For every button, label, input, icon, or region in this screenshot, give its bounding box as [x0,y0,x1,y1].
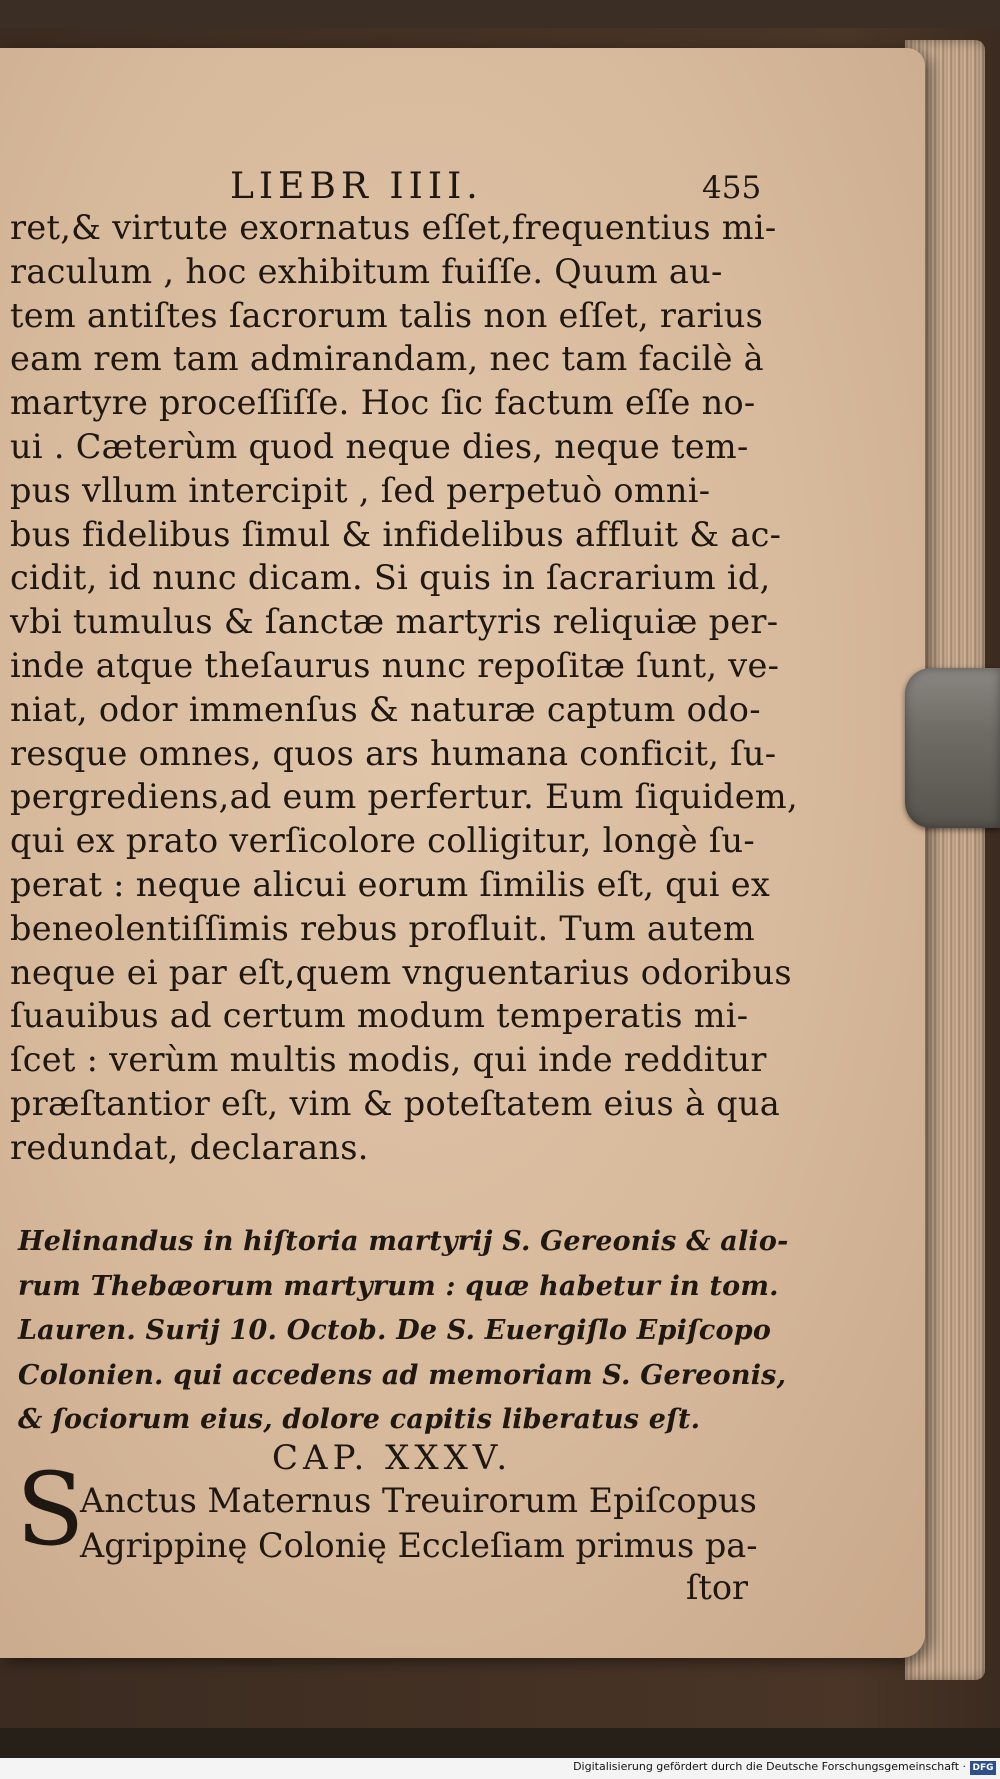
catchword: ſtor [686,1568,749,1607]
body-line: bus fidelibus ſimul & infidelibus affluit & ac- [10,514,782,554]
body-line: niat, odor immenſus & naturæ captum odo- [10,689,761,729]
note-line: rum Thebæorum martyrum : quæ habetur in tom. [18,1270,779,1302]
opening-line: Agrippinę Colonię Eccleſiam primus pa- [80,1526,758,1565]
body-line: raculum , hoc exhibitum fuiſſe. Quum au- [10,251,723,291]
text-column [10,118,798,1607]
body-line: cidit, id nunc dicam. Si quis in ſacrarium id, [10,558,771,598]
running-head [10,118,762,207]
body-text [10,206,798,1170]
body-line: neque ei par eſt,quem vnguentarius odoribus [10,952,792,992]
running-head-title: LIEBR IIII. [230,166,483,207]
body-line: resque omnes, quos ars humana conficit, ſu- [10,733,777,773]
body-line: ui . Cæterùm quod neque dies, neque tem- [10,426,749,466]
body-line: pergrediens,ad eum perfertur. Eum ſiquidem, [10,777,798,817]
drop-cap: S [16,1451,85,1568]
body-line: ſcet : verùm multis modis, qui inde redditur [10,1040,767,1080]
body-line: qui ex prato verſicolore colligitur, longè ſu- [10,821,756,861]
body-line: pus vllum intercipit , ſed perpetuò omni- [10,470,711,510]
body-line: ſuauibus ad certum modum temperatis mi- [10,996,749,1036]
chapter-opening [80,1478,760,1568]
body-line: inde atque theſaurus nunc repoſitæ ſunt, ve- [10,645,780,685]
body-line: perat : neque alicui eorum ſimilis eſt, qui ex [10,864,771,904]
source-note [18,1220,789,1443]
body-line: redundat, declarans. [10,1127,369,1167]
body-line: præſtantior eſt, vim & poteſtatem eius à qua [10,1083,781,1123]
footer-credit: Digitalisierung gefördert durch die Deutsche Forschungsgemeinschaft · [573,1760,966,1773]
body-line: beneolentiſſimis rebus profluit. Tum autem [10,908,755,948]
body-line: tem antiſtes ſacrorum talis non eſſet, rarius [10,295,764,335]
opening-line: Anctus Maternus Treuirorum Epiſcopus [80,1481,757,1520]
body-line: ret,& virtute exornatus eſſet,frequentius mi- [10,208,777,247]
body-line: eam rem tam admirandam, nec tam facilè à [10,339,764,379]
note-line: & ſociorum eius, dolore capitis liberatus eſt. [18,1404,701,1435]
digitization-footer [0,1758,1000,1779]
page-number: 455 [702,170,762,206]
body-line: vbi tumulus & ſanctæ martyris reliquiæ per- [10,602,779,642]
note-line: Lauren. Surij 10. Octob. De S. Euergiſlo Epiſcopo [18,1315,772,1346]
dfg-logo: DFG [970,1761,996,1775]
note-line: Colonien. qui accedens ad memoriam S. Gereonis, [18,1359,787,1391]
body-line: martyre proceſſiſſe. Hoc ſic factum eſſe no- [10,383,756,423]
book-clasp [905,668,1000,828]
chapter-heading: CAP. XXXV. [272,1438,513,1478]
note-line: Helinandus in hiſtoria martyrij S. Gereonis & alio- [18,1226,789,1257]
book-page [0,48,925,1658]
